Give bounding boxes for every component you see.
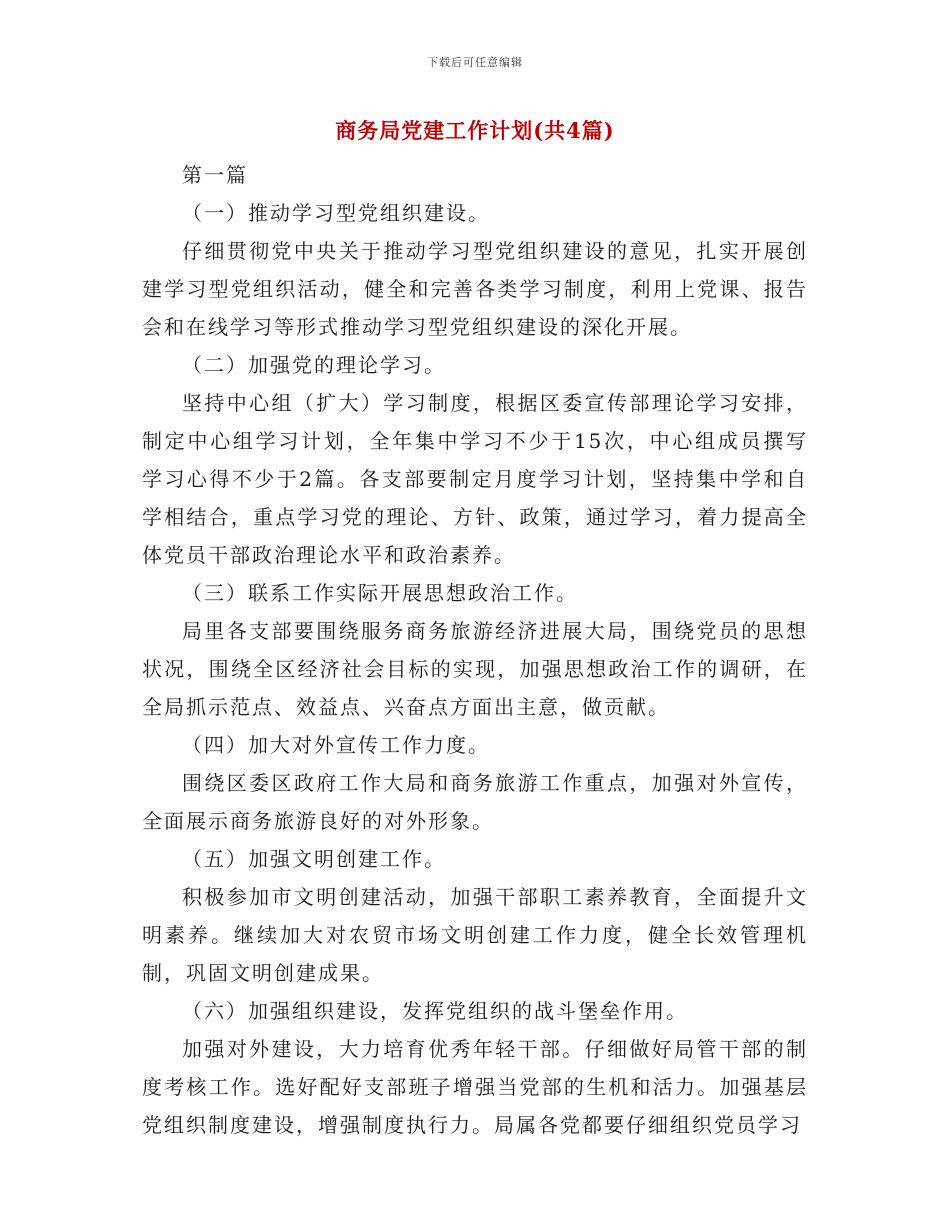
section-label: 第一篇 — [182, 163, 248, 187]
subheading: （三）联系工作实际开展思想政治工作。 — [182, 581, 578, 605]
subheading: （二）加强党的理论学习。 — [182, 353, 446, 377]
document-body — [142, 156, 808, 1144]
subheading: （五）加强文明创建工作。 — [182, 847, 446, 871]
body-paragraph: 围绕区委区政府工作大局和商务旅游工作重点，加强对外宣传，全面展示商务旅游良好的对外形象。 — [142, 771, 808, 833]
body-paragraph: 积极参加市文明创建活动，加强干部职工素养教育，全面提升文明素养。继续加大对农贸市场文明创建工作力度，健全长效管理机制，巩固文明创建成果。 — [142, 885, 808, 985]
document-title: 商务局党建工作计划(共4篇) — [335, 118, 615, 143]
subheading: （四）加大对外宣传工作力度。 — [182, 733, 490, 757]
body-paragraph: 局里各支部要围绕服务商务旅游经济进展大局，围绕党员的思想状况，围绕全区经济社会目标的实现，加强思想政治工作的调研，在全局抓示范点、效益点、兴奋点方面出主意，做贡献。 — [142, 619, 808, 719]
body-paragraph: 加强对外建设，大力培育优秀年轻干部。仔细做好局管干部的制度考核工作。选好配好支部班子增强当党部的生机和活力。加强基层党组织制度建设，增强制度执行力。局属各党都要仔细组织党员学习 — [142, 1037, 808, 1137]
header-note: 下载后可任意编辑 — [427, 56, 523, 69]
subheading: （六）加强组织建设，发挥党组织的战斗堡垒作用。 — [182, 999, 688, 1023]
body-paragraph: 坚持中心组（扩大）学习制度，根据区委宣传部理论学习安排，制定中心组学习计划，全年集中学习不少于15次，中心组成员撰写学习心得不少于2篇。各支部要制定月度学习计划，坚持集中学和自学相结合，重点学习党的理论、方针、政策，通过学习，着力提高全体党员干部政治理论水平和政治素养。 — [142, 391, 808, 567]
subheading: （一）推动学习型党组织建设。 — [182, 201, 490, 225]
body-paragraph: 仔细贯彻党中央关于推动学习型党组织建设的意见，扎实开展创建学习型党组织活动，健全和完善各类学习制度，利用上党课、报告会和在线学习等形式推动学习型党组织建设的深化开展。 — [142, 239, 808, 339]
